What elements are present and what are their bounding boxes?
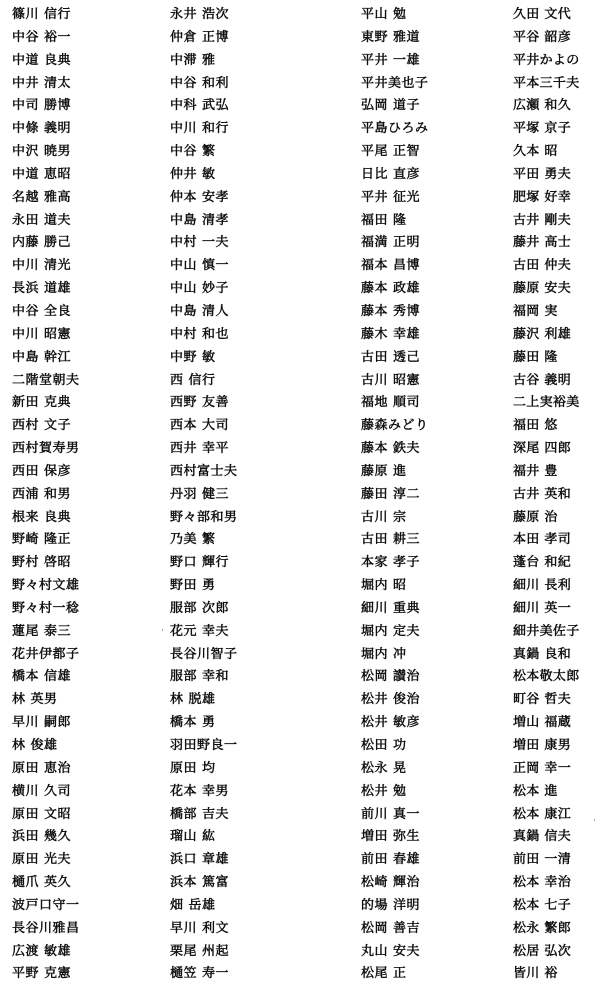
name-entry: 松尾 正	[361, 966, 407, 982]
name-entry: 原田 光夫	[12, 852, 72, 868]
name-entry: 永田 道夫	[12, 212, 72, 228]
name-column-1	[12, 4, 122, 986]
name-entry: 浜田 幾久	[12, 829, 72, 845]
name-entry: 蓬台 和紀	[513, 555, 572, 571]
name-entry: 増山 福蔵	[513, 715, 572, 731]
name-entry: 松本 康江	[513, 806, 572, 822]
name-entry: 丹羽 健三	[170, 486, 230, 502]
name-entry: 西田 保彦	[12, 463, 72, 479]
name-entry: 栗尾 州起	[170, 943, 230, 959]
name-entry: 中川 昭憲	[12, 326, 72, 342]
name-entry: 花元 幸夫	[170, 623, 230, 639]
name-entry: 瑠山 紘	[170, 829, 216, 845]
name-entry: 中村 和也	[170, 326, 230, 342]
name-entry: 原田 恵治	[12, 760, 72, 776]
name-entry: 林 俊雄	[12, 738, 58, 753]
name-entry: 平谷 韶彦	[513, 29, 572, 45]
name-entry: 中山 慎一	[170, 258, 230, 274]
name-entry: 篠川 信行	[12, 7, 72, 22]
name-entry: 松岡 善吉	[361, 920, 421, 936]
name-entry: 細川 長利	[513, 578, 572, 594]
name-entry: 西村富士夫	[170, 463, 238, 479]
name-entry: 中科 武弘	[170, 98, 230, 114]
name-entry: 堀内 冲	[361, 646, 407, 662]
name-entry: 古川 昭憲	[361, 372, 421, 388]
name-entry: 中川 和行	[170, 121, 230, 137]
name-entry: 樋笠 寿一	[170, 966, 230, 982]
name-column-3	[361, 4, 471, 986]
name-entry: 真鍋 信夫	[513, 829, 572, 845]
name-entry: 平塚 京子	[513, 121, 572, 137]
name-entry: 中野 敏	[170, 349, 216, 365]
name-entry: 羽田野良一	[170, 738, 238, 753]
name-entry: 松本敬太郎	[513, 669, 580, 685]
name-entry: 長谷川智子	[170, 646, 238, 662]
name-entry: 松井 俊治	[361, 692, 421, 708]
name-entry: 藤本 秀博	[361, 303, 421, 319]
name-entry: 野口 輝行	[170, 555, 230, 571]
name-entry: 中村 一夫	[170, 235, 230, 251]
name-entry: 正岡 幸一	[513, 760, 572, 776]
name-entry: 藤原 安夫	[513, 281, 572, 297]
name-entry: 松井 勉	[361, 783, 407, 799]
name-entry: 中島 清孝	[170, 212, 230, 228]
name-entry: 古田 透己	[361, 349, 421, 365]
name-entry: 中谷 裕一	[12, 29, 72, 45]
name-entry: 原田 文昭	[12, 806, 72, 822]
name-entry: 皆川 裕	[513, 966, 558, 982]
name-entry: 浜口 章雄	[170, 852, 230, 868]
name-entry: 西本 大司	[170, 418, 230, 434]
name-entry: 平井かよの	[513, 52, 580, 68]
name-entry: 平野 克憲	[12, 966, 72, 982]
name-entry: 藤原 進	[361, 463, 407, 479]
name-entry: 橋本 信雄	[12, 669, 72, 685]
name-entry: 藤原 治	[513, 509, 558, 525]
name-entry: 平山 勉	[361, 7, 407, 22]
name-entry: 松井 敏彦	[361, 715, 421, 731]
name-entry: 西村 文子	[12, 418, 72, 434]
name-entry: 二階堂朝夫	[12, 372, 80, 388]
name-entry: 野々部和男	[170, 509, 238, 525]
name-entry: 原田 均	[170, 760, 216, 776]
name-entry: 松本 幸治	[513, 875, 572, 891]
name-entry: 福井 豊	[513, 463, 558, 479]
name-entry: 野々村文雄	[12, 578, 80, 594]
name-entry: 平島ひろみ	[361, 121, 429, 137]
name-entry: 藤森みどり	[361, 418, 429, 434]
name-entry: 中司 勝博	[12, 98, 72, 114]
name-entry: 蓮尾 泰三	[12, 623, 72, 639]
name-entry: 内藤 勝己	[12, 235, 72, 251]
name-entry: 林 英男	[12, 692, 58, 708]
name-entry: 早川 嗣郎	[12, 715, 72, 731]
name-entry: 平井 一雄	[361, 52, 421, 68]
name-entry: 名越 雅高	[12, 189, 72, 205]
name-entry: 橋部 吉夫	[170, 806, 230, 822]
name-entry: 福田 悠	[513, 418, 558, 434]
name-entry: 野村 啓昭	[12, 555, 72, 571]
name-entry: 藤本 政雄	[361, 281, 421, 297]
name-entry: 乃美 繁	[170, 532, 216, 548]
name-entry: 福地 順司	[361, 395, 421, 411]
name-entry: 中條 義明	[12, 121, 72, 137]
name-entry: 松本 七子	[513, 897, 572, 913]
name-entry: 服部 次郎	[170, 600, 230, 616]
name-entry: 細川 英一	[513, 600, 572, 616]
name-entry: 松岡 讃治	[361, 669, 421, 685]
name-entry: 広渡 敏雄	[12, 943, 72, 959]
name-entry: 中滞 雅	[170, 52, 216, 68]
name-entry: 藤木 幸雄	[361, 326, 421, 342]
name-entry: 増田 弥生	[361, 829, 421, 845]
name-entry: 仲井 敏	[170, 166, 216, 182]
name-entry: 橋本 勇	[170, 715, 216, 731]
name-entry: 林 脱雄	[170, 692, 216, 708]
name-entry: 野田 勇	[170, 578, 216, 594]
name-entry: 古川 宗	[361, 509, 407, 525]
name-entry: 横川 久司	[12, 783, 72, 799]
name-entry: 藤井 高士	[513, 235, 572, 251]
name-entry: 東野 雅道	[361, 29, 421, 45]
name-entry: 久田 文代	[513, 7, 572, 22]
name-entry: 中井 清太	[12, 75, 72, 91]
name-column-2	[170, 4, 280, 986]
name-entry: 町谷 哲夫	[513, 692, 572, 708]
name-entry: 古田 耕三	[361, 532, 421, 548]
name-entry: 堀内 昭	[361, 578, 407, 594]
name-entry: 野崎 隆正	[12, 532, 72, 548]
name-entry: 西村賀寿男	[12, 441, 80, 457]
name-entry: 藤田 隆	[513, 349, 558, 365]
name-entry: 服部 幸和	[170, 669, 230, 685]
name-entry: 松本 進	[513, 783, 558, 799]
name-entry: 福満 正明	[361, 235, 421, 251]
name-entry: 早川 利文	[170, 920, 230, 936]
name-entry: 平本三千夫	[513, 75, 580, 91]
name-entry: 本家 孝子	[361, 555, 421, 571]
name-entry: 増田 康男	[513, 738, 572, 753]
name-entry: 藤本 鉄夫	[361, 441, 421, 457]
name-entry: 的場 洋明	[361, 897, 421, 913]
name-entry: 肥塚 好幸	[513, 189, 572, 205]
name-entry: 新田 克典	[12, 395, 72, 411]
name-entry: 中川 清光	[12, 258, 72, 274]
name-entry: 畑 岳雄	[170, 897, 216, 913]
name-entry: 平井美也子	[361, 75, 429, 91]
scan-speck-left: ˙	[160, 629, 165, 640]
name-entry: 浜本 篤富	[170, 875, 230, 891]
name-entry: 中道 恵昭	[12, 166, 72, 182]
name-entry: 古田 仲夫	[513, 258, 572, 274]
name-entry: 根来 良典	[12, 509, 72, 525]
name-entry: 中道 良典	[12, 52, 72, 68]
name-entry: 仲本 安孝	[170, 189, 230, 205]
name-entry: 松田 功	[361, 738, 407, 753]
name-entry: 福岡 実	[513, 303, 558, 319]
name-entry: 古井 英和	[513, 486, 572, 502]
name-column-4	[513, 4, 600, 986]
name-entry: 永井 浩次	[170, 7, 230, 22]
name-entry: 平尾 正智	[361, 144, 421, 160]
name-entry: 平井 征光	[361, 189, 421, 205]
name-entry: 藤沢 利雄	[513, 326, 572, 342]
name-entry: 野々村一稔	[12, 600, 80, 616]
scan-speck-right: ˙	[592, 819, 597, 830]
name-entry: 藤田 淳二	[361, 486, 421, 502]
name-entry: 久本 昭	[513, 144, 558, 160]
name-entry: 中谷 繁	[170, 144, 216, 160]
name-entry: 前田 春雄	[361, 852, 421, 868]
name-entry: 古谷 義明	[513, 372, 572, 388]
name-entry: 中谷 全良	[12, 303, 72, 319]
name-entry: 前川 真一	[361, 806, 421, 822]
name-entry: 西浦 和男	[12, 486, 72, 502]
name-entry: 堀内 定夫	[361, 623, 421, 639]
name-entry: 古井 剛夫	[513, 212, 572, 228]
name-entry: 細川 重典	[361, 600, 421, 616]
name-entry: 西 信行	[170, 372, 216, 388]
name-entry: 花本 幸男	[170, 783, 230, 799]
name-entry: 長浜 道雄	[12, 281, 72, 297]
name-entry: 深尾 四郎	[513, 441, 572, 457]
name-entry: 弘岡 道子	[361, 98, 421, 114]
name-entry: 花井伊都子	[12, 646, 80, 662]
name-entry: 中山 妙子	[170, 281, 230, 297]
name-entry: 中島 幹江	[12, 349, 72, 365]
name-entry: 福本 昌博	[361, 258, 421, 274]
name-entry: 波戸口守一	[12, 897, 80, 913]
name-entry: 平田 勇夫	[513, 166, 572, 182]
name-entry: 樋爪 英久	[12, 875, 72, 891]
name-entry: 中島 清人	[170, 303, 230, 319]
name-entry: 西井 幸平	[170, 441, 230, 457]
name-entry: 中谷 和利	[170, 75, 230, 91]
name-entry: 仲倉 正博	[170, 29, 230, 45]
name-entry: 日比 直彦	[361, 166, 421, 182]
name-entry: 西野 友善	[170, 395, 230, 411]
name-entry: 福田 隆	[361, 212, 407, 228]
name-entry: 中沢 暁男	[12, 144, 72, 160]
name-entry: 細井美佐子	[513, 623, 580, 639]
name-entry: 丸山 安夫	[361, 943, 421, 959]
name-entry: 前田 一清	[513, 852, 572, 868]
name-entry: 広瀬 和久	[513, 98, 572, 114]
name-entry: 二上実裕美	[513, 395, 580, 411]
name-entry: 松永 晃	[361, 760, 407, 776]
name-entry: 松永 繁郎	[513, 920, 572, 936]
name-entry: 真鍋 良和	[513, 646, 572, 662]
name-entry: 本田 孝司	[513, 532, 572, 548]
name-entry: 松崎 輝治	[361, 875, 421, 891]
name-entry: 長谷川雅昌	[12, 920, 80, 936]
name-entry: 松居 弘次	[513, 943, 572, 959]
